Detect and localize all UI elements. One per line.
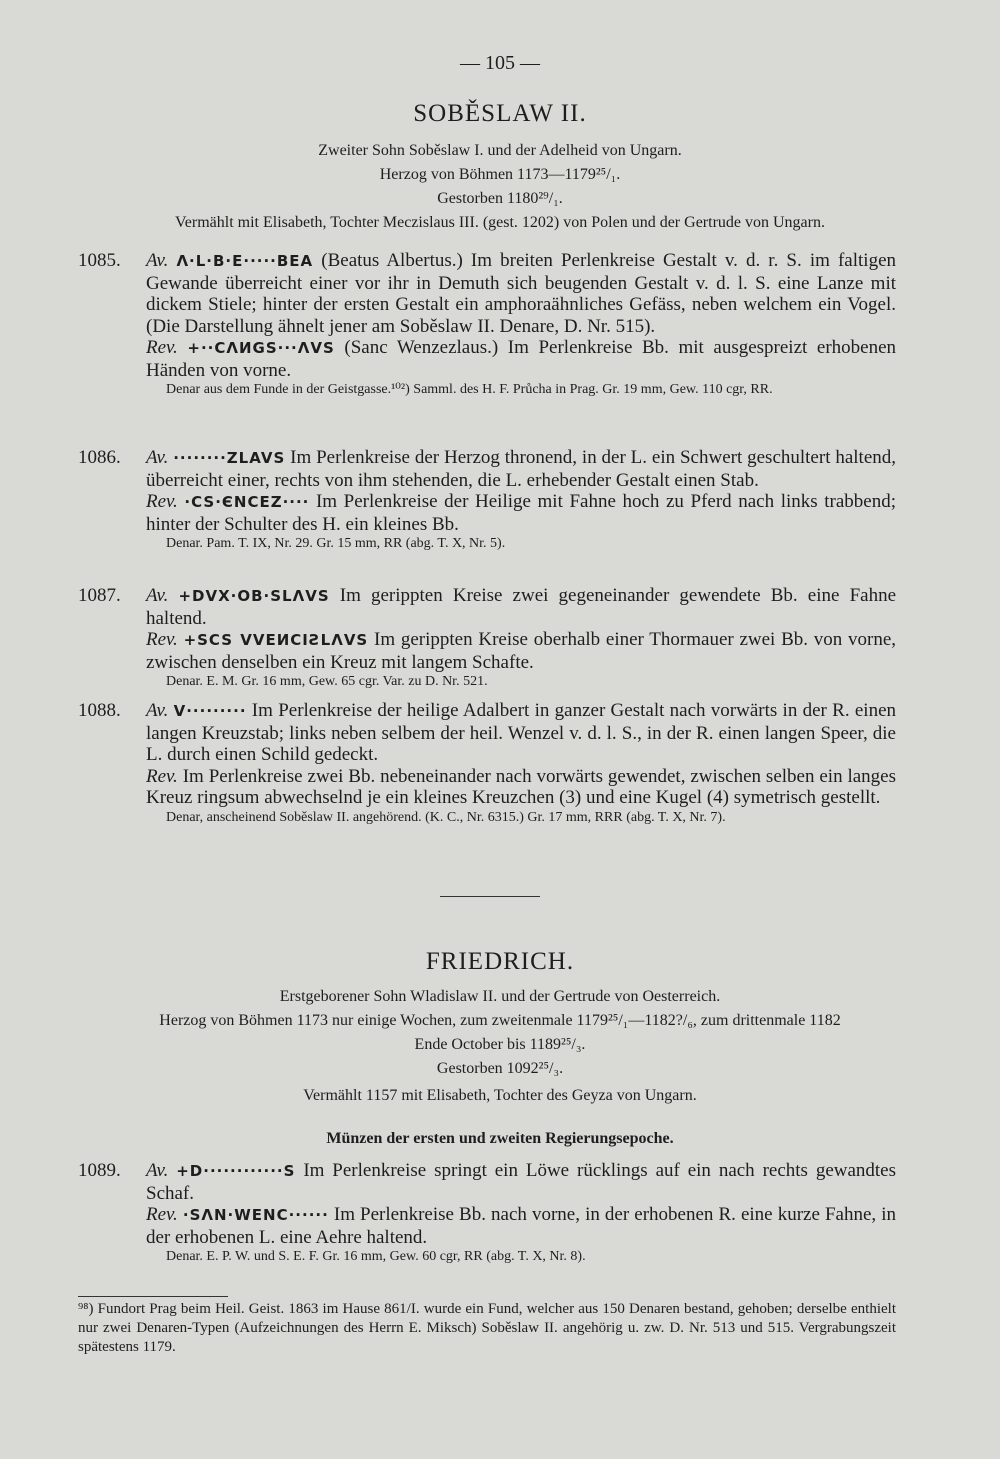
marriage-line: Vermählt mit Elisabeth, Tochter Meczislaus III. (gest. 1202) von Polen und der Gertrude von Ungarn. xyxy=(175,214,825,231)
obverse-legend: +DVX·OB·SLΛVS xyxy=(178,587,330,605)
obverse-description: Im Perlenkreise der Herzog thronend, in der L. ein Schwert geschultert haltend, überreicht einer, rechts von ihm stehenden, die L. erhebender Gestalt einen Stab. xyxy=(146,447,897,491)
obverse-label: Av. xyxy=(146,447,169,468)
death-line: Gestorben 1092²⁵/₃. xyxy=(436,1060,564,1077)
entry-1086 xyxy=(78,447,896,552)
reverse-label: Rev. xyxy=(146,1204,178,1225)
obverse-legend: +D············S xyxy=(176,1162,296,1180)
page-number: — 105 — xyxy=(460,52,540,74)
obverse-description: Im Perlenkreise der heilige Adalbert in ganzer Gestalt nach vorwärts in der R. einen langen Kreuzstab; links neben selbem der heil. Wenzel v. d. l. S., in der R. einen langen Speer, die L. durch einen Schild gedeckt. xyxy=(146,700,897,765)
footnote-rule xyxy=(78,1296,228,1297)
reverse-legend: +··CΛИGS···ΛVS xyxy=(187,339,335,357)
reign-line: Herzog von Böhmen 1173 nur einige Wochen, zum zweitenmale 1179²⁵/₁—1182?/₆, zum drittenmale 1182 xyxy=(159,1012,841,1029)
obverse-legend: V········· xyxy=(173,702,247,720)
entry-number: 1088. xyxy=(78,700,121,721)
entry-number: 1085. xyxy=(78,250,121,271)
reverse-label: Rev. xyxy=(146,629,178,650)
coin-note: Denar. E. P. W. und S. E. F. Gr. 16 mm, Gew. 60 cgr, RR (abg. T. X, Nr. 8). xyxy=(166,1249,586,1264)
coin-note: Denar. E. M. Gr. 16 mm, Gew. 65 cgr. Var. zu D. Nr. 521. xyxy=(166,674,488,689)
section-title-friedrich: FRIEDRICH. xyxy=(425,948,575,975)
entry-number: 1086. xyxy=(78,447,121,468)
coin-note: Denar aus dem Funde in der Geistgasse.¹⁰²) Samml. des H. F. Průcha in Prag. Gr. 19 mm, Gew. 110 cgr, RR. xyxy=(166,382,773,397)
entry-1085 xyxy=(78,250,896,398)
obverse-label: Av. xyxy=(146,700,169,721)
reverse-description: Im Perlenkreise zwei Bb. nebeneinander nach vorwärts gewendet, zwischen selben ein langes Kreuz ringsum abwechselnd je ein kleines Kreuzchen (3) und eine Kugel (4) symetrisch gestellt. xyxy=(146,765,896,808)
section-title-sobeslaw: SOBĚSLAW II. xyxy=(413,100,587,127)
coin-note: Denar, anscheinend Soběslaw II. angehörend. (K. C., Nr. 6315.) Gr. 17 mm, RRR (abg. T. X, Nr. 7). xyxy=(166,809,726,825)
obverse-description: Im Perlenkreise springt ein Löwe rücklings auf ein nach rechts gewandtes Schaf. xyxy=(146,1160,897,1204)
obverse-description: (Beatus Albertus.) Im breiten Perlenkreise Gestalt v. d. r. S. im faltigen Gewande überreicht einer vor ihr in Demuth sich beugenden Gestalt v. d. l. S. eine Lanze mit dickem Stiele; hinter der ersten Gestalt ein amphoraähnliches Gefäss, neben welchem ein Vogel. (Die Darstellung ähnelt jener am Soběslaw II. Denare, D. Nr. 515). xyxy=(146,250,897,337)
reverse-description: Im Perlenkreise Bb. nach vorne, in der erhobenen R. eine kurze Fahne, in der erhobenen L. eine Aehre haltend. xyxy=(146,1204,896,1248)
obverse-label: Av. xyxy=(146,1160,169,1181)
entry-1088 xyxy=(78,700,896,826)
genealogy-line: Zweiter Sohn Soběslaw I. und der Adelheid von Ungarn. xyxy=(318,142,682,159)
marriage-line: Vermählt 1157 mit Elisabeth, Tochter des Geyza von Ungarn. xyxy=(303,1087,697,1104)
reverse-description: Im gerippten Kreise oberhalb einer Thormauer zwei Bb. von vorne, zwischen denselben ein Kreuz mit langem Schafte. xyxy=(146,629,896,673)
obverse-label: Av. xyxy=(146,250,169,271)
reverse-description: (Sanc Wenzezlaus.) Im Perlenkreise Bb. mit ausgespreizt erhobenen Händen von vorne. xyxy=(146,337,897,381)
reverse-label: Rev. xyxy=(146,765,178,787)
death-line: Gestorben 1180²⁹/₁. xyxy=(437,190,563,207)
reverse-label: Rev. xyxy=(146,491,178,512)
section-divider xyxy=(440,896,540,897)
entry-1087 xyxy=(78,585,896,690)
reverse-label: Rev. xyxy=(146,337,178,358)
reign-line-continued: Ende October bis 1189²⁵/₃. xyxy=(414,1036,586,1053)
reverse-description: Im Perlenkreise der Heilige mit Fahne hoch zu Pferd nach links trabbend; hinter der Schulter des H. ein kleines Bb. xyxy=(146,491,896,535)
entry-number: 1089. xyxy=(78,1160,121,1181)
genealogy-line: Erstgeborener Sohn Wladislaw II. und der Gertrude von Oesterreich. xyxy=(279,988,721,1005)
coin-note: Denar. Pam. T. IX, Nr. 29. Gr. 15 mm, RR (abg. T. X, Nr. 5). xyxy=(166,536,506,551)
reverse-legend: ·CS·ЄNCEZ···· xyxy=(184,493,310,511)
entry-number: 1087. xyxy=(78,585,121,606)
footnote: ⁹⁸) Fundort Prag beim Heil. Geist. 1863 im Hause 861/I. wurde ein Fund, welcher aus 150 Denaren bestand, gehoben; derselbe enthielt nur zwei Denaren-Typen (Aufzeichnungen des Herrn E. Miksch) Soběslaw II. angehörig u. zw. D. Nr. 513 und 515. Vergrabungszeit spätestens 1179. xyxy=(78,1301,896,1355)
entry-1089 xyxy=(78,1160,896,1265)
reverse-legend: +SCS VVEИCIƧLΛVS xyxy=(183,631,369,649)
obverse-description: Im gerippten Kreise zwei gegeneinander gewendete Bb. eine Fahne haltend. xyxy=(146,585,896,629)
obverse-legend: ········ZLAVS xyxy=(173,449,286,467)
section-heading: Münzen der ersten und zweiten Regierungsepoche. xyxy=(326,1130,674,1147)
obverse-legend: Λ·L·B·E·····BEA xyxy=(176,252,314,270)
reign-line: Herzog von Böhmen 1173—1179²⁵/₁. xyxy=(379,166,621,183)
reverse-legend: ·SΛN·WENC······ xyxy=(182,1206,329,1224)
obverse-label: Av. xyxy=(146,585,169,606)
